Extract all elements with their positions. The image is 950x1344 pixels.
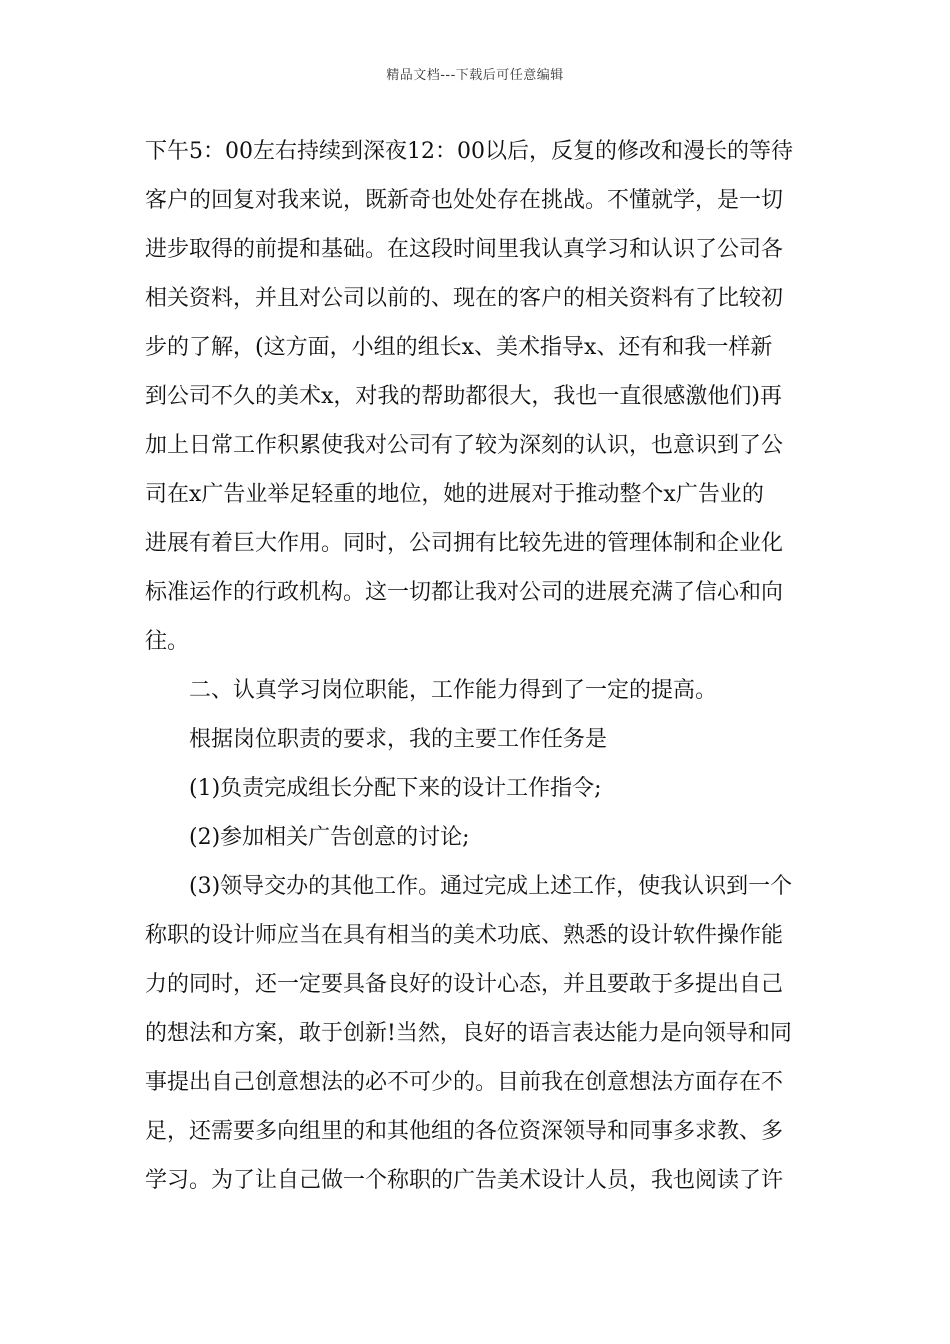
text-line: 根据岗位职责的要求，我的主要工作任务是 xyxy=(189,727,608,752)
text-line: 学习。为了让自己做一个称职的广告美术设计人员，我也阅读了许 xyxy=(145,1168,784,1193)
text-line: 司在x广告业举足轻重的地位，她的进展对于推动整个x广告业的 xyxy=(145,482,764,507)
text-line: 事提出自己创意想法的必不可少的。目前我在创意想法方面存在不 xyxy=(145,1070,784,1095)
section-heading: 二、认真学习岗位职能，工作能力得到了一定的提高。 xyxy=(189,678,718,703)
text-line: 步的了解，(这方面，小组的组长x、美术指导x、还有和我一样新 xyxy=(145,335,773,360)
text-line: 进展有着巨大作用。同时，公司拥有比较先进的管理体制和企业化 xyxy=(145,531,784,556)
list-item: (3)领导交办的其他工作。通过完成上述工作，使我认识到一个 xyxy=(189,874,793,899)
text-line: 相关资料，并且对公司以前的、现在的客户的相关资料有了比较初 xyxy=(145,286,784,311)
text-line: 客户的回复对我来说，既新奇也处处存在挑战。不懂就学，是一切 xyxy=(145,188,784,213)
text-line: 的想法和方案，敢于创新!当然，良好的语言表达能力是向领导和同 xyxy=(145,1021,792,1046)
text-line: 足，还需要多向组里的和其他组的各位资深领导和同事多求教、多 xyxy=(145,1119,784,1144)
list-item: (1)负责完成组长分配下来的设计工作指令; xyxy=(189,776,602,801)
text-line: 称职的设计师应当在具有相当的美术功底、熟悉的设计软件操作能 xyxy=(145,923,784,948)
text-line: 到公司不久的美术x，对我的帮助都很大，我也一直很感激他们)再 xyxy=(145,384,782,409)
text-line: 力的同时，还一定要具备良好的设计心态，并且要敢于多提出自己 xyxy=(145,972,784,997)
text-line: 标准运作的行政机构。这一切都让我对公司的进展充满了信心和向 xyxy=(145,580,784,605)
page-header: 精品文档---下载后可任意编辑 xyxy=(386,68,564,83)
text-line: 下午5：00左右持续到深夜12：00以后，反复的修改和漫长的等待 xyxy=(145,139,793,164)
list-item: (2)参加相关广告创意的讨论; xyxy=(189,825,470,850)
document-body xyxy=(145,127,810,1205)
text-line: 加上日常工作积累使我对公司有了较为深刻的认识，也意识到了公 xyxy=(145,433,784,458)
text-line: 进步取得的前提和基础。在这段时间里我认真学习和认识了公司各 xyxy=(145,237,784,262)
text-line: 往。 xyxy=(145,629,190,654)
